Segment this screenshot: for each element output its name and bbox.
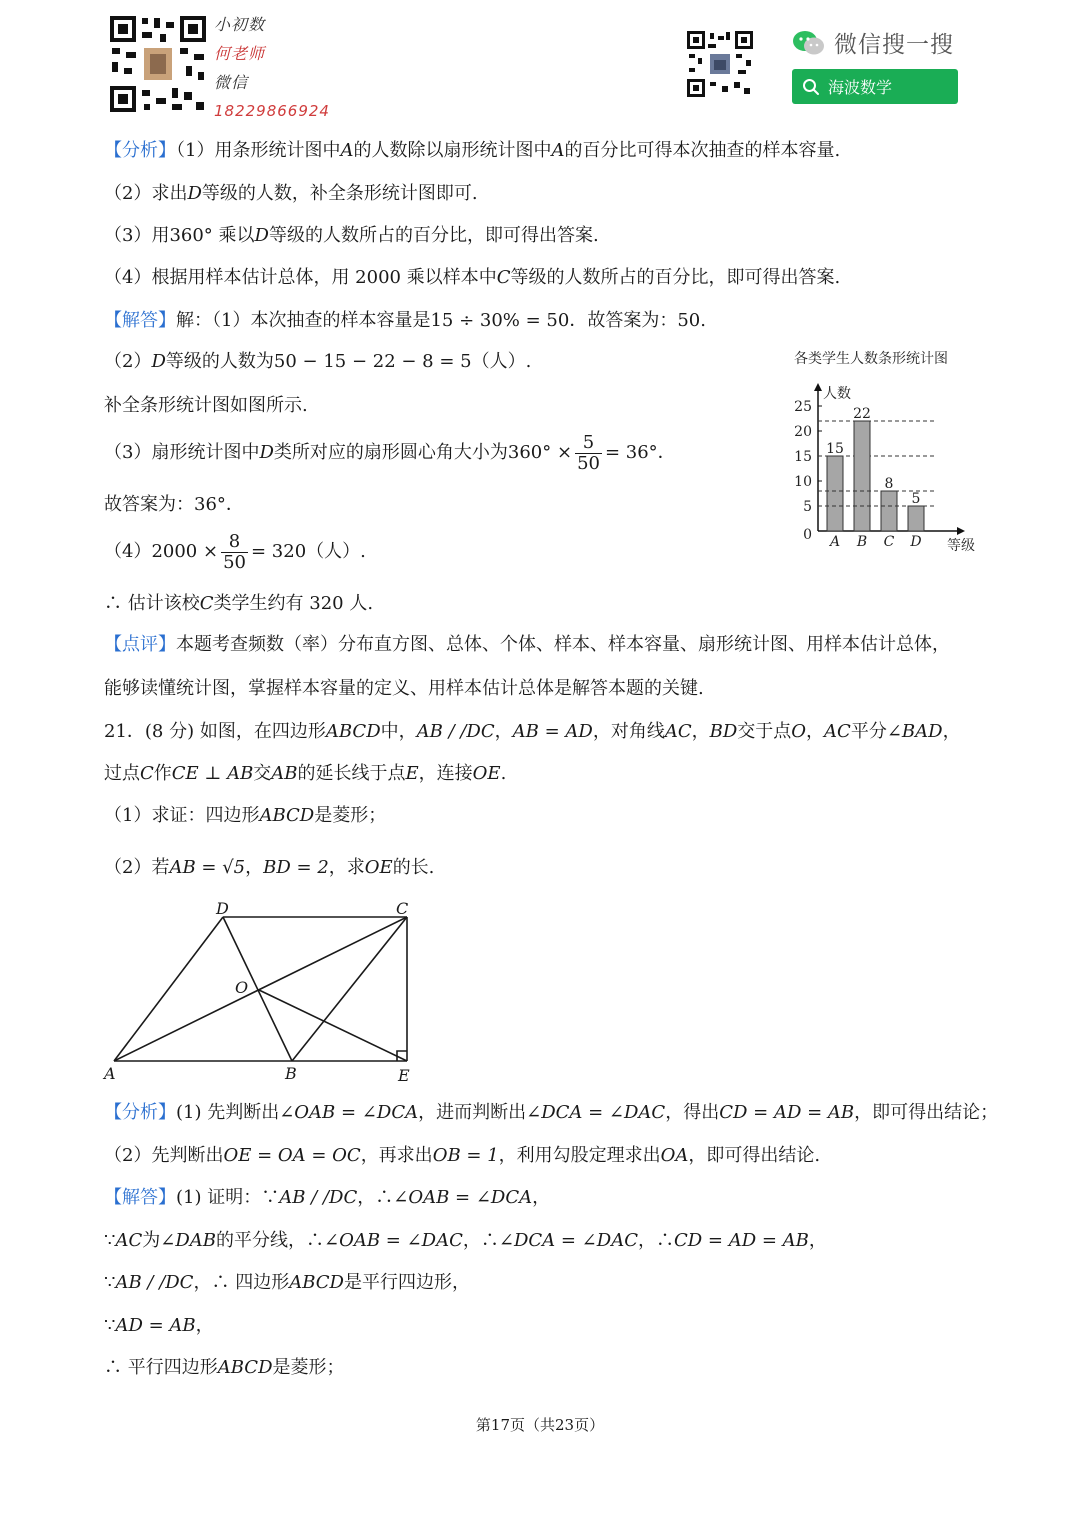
diagonal-bd [223,917,292,1061]
var: CE ⊥ AB [171,763,254,784]
y-tick-label: 20 [794,424,812,440]
text: ∴ 平行四边形 [104,1357,218,1378]
var: ∠OAB = ∠DCA [279,1102,419,1123]
text: ，进而判断出 [418,1102,527,1123]
q20-analysis-3 [104,224,599,248]
var: A [551,140,565,161]
var: ∠DAB [160,1230,216,1251]
var: O [791,721,807,742]
text: ，∴ [357,1187,394,1208]
var: C [140,763,154,784]
var: ABCD [325,721,381,742]
text: (1) 先判断出 [176,1102,280,1123]
q21-analysis-1 [104,1101,998,1125]
q20-answer-3 [104,431,676,475]
text: 是平行四边形， [343,1272,470,1293]
text: ， [942,721,961,742]
analysis-tag: 【分析】 [104,1102,176,1123]
text: ， [806,721,825,742]
bar-value-label: 8 [884,476,894,492]
var: AB [271,763,298,784]
var: OB = 1 [432,1145,499,1166]
q21-answer-5 [104,1356,345,1380]
q21-question-2 [104,762,506,786]
text: ， [494,721,513,742]
qr-code-right [686,30,754,98]
text: ∴ 估计该校 [104,593,200,614]
var: CD = AD = AB [673,1230,809,1251]
text: 的平分线，∴ [215,1230,324,1251]
x-axis-label: 等级 [947,538,975,554]
var: AC [664,721,692,742]
var: AD = AB [115,1315,196,1336]
q20-answer-2b: 补全条形统计图如图所示. [104,395,308,416]
text: 类所对应的扇形圆心角大小为360° × [273,442,573,463]
page-footer: 第17页（共23页） [475,1416,605,1434]
text: ，再求出 [360,1145,433,1166]
text: = 36°． [604,442,676,463]
bar-a [827,456,843,531]
var: E [405,763,419,784]
text: ，对角线 [592,721,665,742]
text: （2）求出 [104,183,188,204]
qr-code-left [108,14,208,114]
numerator: 8 [221,532,248,553]
q21-answer-4 [104,1314,214,1338]
text: ，求 [328,857,365,878]
var: AB / /DC [416,721,495,742]
search-button[interactable] [792,69,958,104]
denominator: 50 [577,452,600,474]
text: 作 [153,763,172,784]
q21-answer-1 [104,1186,550,1210]
text: （1）用条形统计图中 [176,140,341,161]
text: ，∴ [637,1230,674,1251]
q20-analysis-1 [104,139,840,163]
contact-info [214,10,330,126]
x-tick-label: B [856,534,868,550]
text: 等级的人数所占的百分比，即可得出答案. [268,225,599,246]
var: OA [660,1145,689,1166]
y-tick-label: 25 [794,399,812,415]
text: ，利用勾股定理求出 [498,1145,661,1166]
q21-answer-2 [104,1229,827,1253]
segment-bc [292,917,407,1061]
denominator: 50 [223,551,246,573]
q20-answer-4b [104,592,373,616]
q20-review-1 [104,633,950,657]
bar-chart [780,343,990,558]
x-tick-label: A [829,534,841,550]
contact-line-2: 何老师 [214,44,266,63]
text: （4）根据用样本估计总体，用 2000 乘以样本中 [104,267,497,288]
var: OE [472,763,501,784]
q21-answer-3 [104,1271,470,1295]
search-label: 海波数学 [828,78,893,97]
var: AB = √5 [169,857,246,878]
var: ∠OAB = ∠DCA [393,1187,533,1208]
text: ，连接 [418,763,473,784]
text: (1) 证明：∵ [176,1187,280,1208]
y-tick-label: 10 [794,474,812,490]
text: ，∴ 四边形 [193,1272,290,1293]
y-tick-label: 0 [803,527,812,543]
text: ， [808,1230,827,1251]
bar-value-label: 5 [911,491,921,507]
bar-c [881,491,897,531]
var: D [151,351,166,372]
text: 本题考查频数（率）分布直方图、总体、个体、样本、样本容量、扇形统计图、用样本估计总体， [176,634,950,655]
wechat-search-brand [792,26,954,59]
text: ，即可得出结论； [854,1102,999,1123]
text: 21．(8 分) 如图，在四边形 [104,721,326,742]
analysis-tag: 【分析】 [104,140,176,161]
text: 解：（1）本次抽查的样本容量是15 ÷ 30% = 50．故答案为：50. [176,310,706,331]
bar-value-label: 15 [826,441,844,457]
text: 过点 [104,763,140,784]
q21-question-1 [104,720,961,744]
review-tag: 【点评】 [104,634,176,655]
var: CD = AD = AB [719,1102,855,1123]
label-e: E [398,1066,410,1085]
text: （4）2000 × [104,541,219,562]
text: 类学生约有 320 人. [213,593,374,614]
text: ，得出 [665,1102,720,1123]
var: AB / /DC [279,1187,358,1208]
x-axis-arrow [957,527,965,535]
text: 等级的人数所占的百分比，即可得出答案. [510,267,841,288]
text: ，∴ [462,1230,499,1251]
text: 交于点 [737,721,792,742]
var: AB = AD [512,721,593,742]
fraction [221,532,248,573]
text: 中， [380,721,417,742]
label-a: A [104,1064,116,1083]
q21-part-1 [104,804,386,828]
q20-analysis-4 [104,266,840,290]
wechat-label: 微信搜一搜 [834,32,954,58]
var: ABCD [259,805,315,826]
var: AB / /DC [115,1272,194,1293]
var: AC [115,1230,143,1251]
contact-line-3: 微信 [214,73,249,92]
text: （2） [104,351,152,372]
text: = 320（人）. [250,541,366,562]
var: C [199,593,214,614]
x-tick-label: C [883,534,895,550]
label-d: D [216,899,229,918]
text: 为 [142,1230,161,1251]
text: ，即可得出结论. [688,1145,821,1166]
var: D [187,183,202,204]
chart-title: 各类学生人数条形统计图 [794,351,948,367]
x-tick-label: D [910,534,922,550]
var: BD [709,721,738,742]
text: ∵ [104,1230,116,1251]
contact-phone: 18229866924 [214,102,330,120]
var: OE = OA = OC [223,1145,361,1166]
answer-tag: 【解答】 [104,1187,176,1208]
numerator: 5 [575,433,602,454]
var: ABCD [217,1357,273,1378]
search-icon [802,78,820,96]
var: ABCD [289,1272,344,1293]
q21-analysis-2 [104,1144,820,1168]
text: ， [691,721,710,742]
answer-tag: 【解答】 [104,310,176,331]
text: 是菱形； [272,1357,345,1378]
text: 的长. [392,857,435,878]
var: A [340,140,354,161]
text: 的百分比可得本次抽查的样本容量. [564,140,841,161]
var: C [496,267,511,288]
y-tick-label: 5 [803,499,812,515]
label-o: O [235,978,249,997]
var: D [259,442,274,463]
q20-answer-2 [104,350,531,374]
var: AC [824,721,851,742]
var: ∠BAD [886,721,943,742]
text: （3）扇形统计图中 [104,442,260,463]
var: ∠DCA = ∠DAC [526,1102,666,1123]
var: OE [364,857,393,878]
q20-review-2: 能够读懂统计图，掌握样本容量的定义、用样本估计总体是解答本题的关键. [104,678,704,699]
fraction [575,433,602,474]
contact-line-1: 小初数 [214,15,266,34]
text: （2）若 [104,857,170,878]
text: 的延长线于点 [297,763,406,784]
text: ， [195,1315,214,1336]
wechat-icon [792,29,826,57]
text: 等级的人数，补全条形统计图即可. [201,183,478,204]
q21-part-2 [104,856,434,880]
text: （2）先判断出 [104,1145,224,1166]
q20-analysis-2 [104,182,478,206]
q20-answer-4 [104,530,366,574]
segment-ad [114,917,223,1061]
text: 平分 [850,721,887,742]
segment-oe [259,990,407,1061]
var: ∠DCA = ∠DAC [498,1230,638,1251]
text: ∵ [104,1315,116,1336]
var: D [254,225,269,246]
var: ∠OAB = ∠DAC [323,1230,463,1251]
bar-b [854,421,870,531]
q20-answer-1 [104,309,706,333]
text: （1）求证：四边形 [104,805,260,826]
text: （3）用360° 乘以 [104,225,255,246]
text: 等级的人数为50 − 15 − 22 − 8 = 5（人）. [165,351,532,372]
q20-answer-3b: 故答案为：36°． [104,494,244,515]
label-c: C [396,899,409,918]
text: ∵ [104,1272,116,1293]
text: 的人数除以扇形统计图中 [353,140,552,161]
text: ， [532,1187,551,1208]
y-tick-label: 15 [794,449,812,465]
y-axis-label: 人数 [823,386,851,402]
text: ， [245,857,264,878]
text: 是菱形； [314,805,387,826]
bar-value-label: 22 [853,406,871,422]
label-b: B [285,1064,297,1083]
var: BD = 2 [263,857,329,878]
text: . [500,763,507,784]
bar-d [908,506,924,531]
rhombus-diagram [98,895,428,1085]
text: 交 [253,763,272,784]
y-axis-arrow [814,383,822,391]
